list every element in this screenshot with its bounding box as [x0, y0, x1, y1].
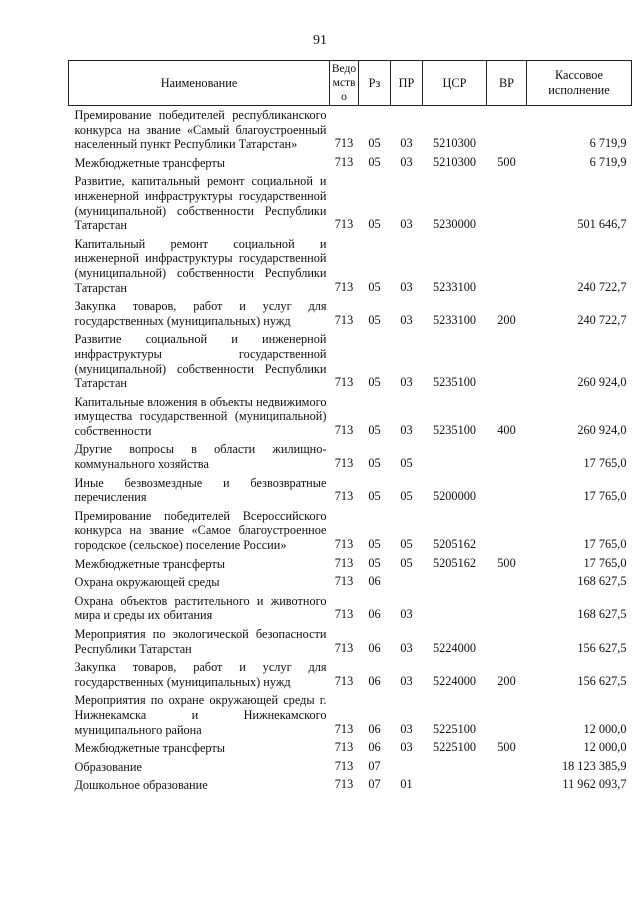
cell-pr: 03	[400, 217, 413, 232]
cell-pr: 03	[400, 422, 413, 437]
cell-pr: 05	[400, 456, 413, 471]
cell-rz: 06	[368, 673, 381, 688]
cell-name: Премирование победителей республиканского конкурса на звание «Самый благоустроенный населенный пункт Республики Татарстан»	[74, 108, 327, 152]
cell-ved: 713	[334, 673, 354, 688]
cell-pr: 05	[400, 489, 413, 504]
cell-csr	[423, 592, 487, 625]
table-row	[69, 106, 632, 154]
cell-ved: 713	[334, 555, 354, 570]
cell-ved: 713	[334, 777, 354, 792]
cell-vr	[487, 592, 527, 625]
cell-ved: 713	[334, 721, 354, 736]
table-row	[69, 172, 632, 234]
cell-vr	[487, 440, 527, 473]
table-row	[69, 297, 632, 330]
cell-name: Закупка товаров, работ и услуг для государственных (муниципальных) нужд	[74, 660, 327, 689]
cell-amount: 240 722,7	[577, 279, 627, 294]
cell-amount: 260 924,0	[577, 375, 627, 390]
cell-name: Закупка товаров, работ и услуг для государственных (муниципальных) нужд	[74, 299, 327, 328]
cell-amount: 17 765,0	[583, 555, 627, 570]
cell-rz: 06	[368, 721, 381, 736]
cell-amount: 17 765,0	[583, 489, 627, 504]
cell-rz: 07	[368, 758, 381, 773]
table-row	[69, 555, 632, 574]
table-row	[69, 573, 632, 592]
cell-ved: 713	[334, 574, 354, 589]
cell-vr	[487, 625, 527, 658]
cell-rz: 05	[368, 375, 381, 390]
table-row	[69, 393, 632, 441]
cell-ved: 713	[334, 740, 354, 755]
cell-pr: 03	[400, 154, 413, 169]
cell-name: Другие вопросы в области жилищно-коммунального хозяйства	[74, 442, 327, 472]
cell-csr	[423, 573, 487, 592]
table-row	[69, 758, 632, 777]
cell-amount: 17 765,0	[583, 537, 627, 552]
cell-amount: 168 627,5	[577, 607, 627, 622]
cell-vr	[487, 507, 527, 555]
cell-name: Мероприятия по экологической безопасности Республики Татарстан	[74, 627, 327, 656]
cell-rz: 07	[368, 777, 381, 792]
cell-csr: 5235100	[432, 375, 477, 390]
cell-rz: 05	[368, 456, 381, 471]
header-rz: Рз	[359, 61, 391, 106]
cell-vr: 500	[497, 740, 516, 755]
table-row	[69, 154, 632, 173]
cell-rz: 06	[368, 640, 381, 655]
cell-csr: 5233100	[432, 312, 477, 327]
cell-rz: 06	[368, 574, 381, 589]
cell-amount: 11 962 093,7	[562, 777, 627, 792]
page-number: 91	[313, 33, 327, 48]
cell-ved: 713	[334, 758, 354, 773]
cell-csr: 5224000	[432, 673, 477, 688]
cell-vr: 400	[497, 422, 516, 437]
header-csr: ЦСР	[423, 61, 487, 106]
cell-rz: 05	[368, 422, 381, 437]
cell-pr	[391, 573, 423, 592]
cell-amount: 6 719,9	[589, 136, 627, 151]
cell-rz: 05	[368, 217, 381, 232]
cell-csr: 5225100	[432, 721, 477, 736]
cell-pr: 03	[400, 375, 413, 390]
cell-csr	[423, 758, 487, 777]
cell-csr	[423, 440, 487, 473]
cell-pr	[391, 758, 423, 777]
cell-csr: 5235100	[432, 422, 477, 437]
cell-rz: 06	[368, 740, 381, 755]
table-row	[69, 776, 632, 795]
cell-vr	[487, 758, 527, 777]
cell-csr: 5210300	[432, 154, 477, 169]
cell-vr: 200	[497, 312, 516, 327]
header-vr: ВР	[487, 61, 527, 106]
header-amount: Кассовое исполнение	[527, 61, 632, 106]
table-row	[69, 440, 632, 473]
table-row	[69, 625, 632, 658]
cell-pr: 03	[400, 721, 413, 736]
cell-pr: 03	[400, 640, 413, 655]
cell-amount: 18 123 385,9	[561, 758, 627, 773]
cell-vr	[487, 235, 527, 297]
cell-csr: 5224000	[432, 640, 477, 655]
cell-csr: 5225100	[432, 740, 477, 755]
cell-csr: 5205162	[432, 537, 477, 552]
header-pr: ПР	[391, 61, 423, 106]
cell-amount: 6 719,9	[589, 154, 627, 169]
cell-ved: 713	[334, 154, 354, 169]
cell-rz: 05	[368, 136, 381, 151]
table-row	[69, 474, 632, 507]
cell-rz: 05	[368, 312, 381, 327]
cell-pr: 01	[400, 777, 413, 792]
cell-amount: 12 000,0	[583, 740, 627, 755]
cell-pr: 03	[400, 607, 413, 622]
cell-ved: 713	[334, 312, 354, 327]
cell-vr	[487, 474, 527, 507]
cell-csr: 5230000	[432, 217, 477, 232]
cell-ved: 713	[334, 217, 354, 232]
cell-rz: 05	[368, 555, 381, 570]
header-ved: Ведомство	[330, 61, 359, 106]
cell-amount: 156 627,5	[577, 673, 627, 688]
cell-amount: 17 765,0	[583, 456, 627, 471]
cell-name: Развитие, капитальный ремонт социальной и инженерной инфраструктуры государственной (муниципальной) собственности Республики Татарстан	[74, 174, 327, 233]
cell-name: Межбюджетные трансферты	[74, 741, 226, 756]
cell-name: Мероприятия по охране окружающей среды г. Нижнекамска и Нижнекамского муниципального района	[74, 693, 327, 737]
cell-pr: 03	[400, 673, 413, 688]
table-row	[69, 691, 632, 739]
cell-csr: 5233100	[432, 279, 477, 294]
cell-rz: 05	[368, 537, 381, 552]
cell-rz: 06	[368, 607, 381, 622]
cell-vr: 200	[497, 673, 516, 688]
cell-pr: 03	[400, 312, 413, 327]
cell-amount: 156 627,5	[577, 640, 627, 655]
cell-vr: 500	[497, 154, 516, 169]
cell-name: Межбюджетные трансферты	[74, 556, 226, 571]
table-body	[69, 106, 632, 795]
table-row	[69, 739, 632, 758]
cell-csr: 5210300	[432, 136, 477, 151]
cell-csr: 5200000	[432, 489, 477, 504]
cell-name: Капитальный ремонт социальной и инженерной инфраструктуры государственной (муниципальной) собственности Республики Татарстан	[74, 236, 327, 295]
cell-name: Охрана окружающей среды	[74, 575, 220, 590]
cell-ved: 713	[334, 422, 354, 437]
cell-name: Премирование победителей Всероссийского конкурса на звание «Самое благоустроенное городское (сельское) поселение России»	[74, 508, 327, 553]
cell-amount: 260 924,0	[577, 422, 627, 437]
cell-csr	[423, 776, 487, 795]
table-row	[69, 658, 632, 691]
cell-pr: 03	[400, 279, 413, 294]
cell-amount: 240 722,7	[577, 312, 627, 327]
table-header-row	[69, 61, 632, 106]
cell-rz: 05	[368, 279, 381, 294]
cell-ved: 713	[334, 537, 354, 552]
cell-ved: 713	[334, 489, 354, 504]
cell-ved: 713	[334, 456, 354, 471]
cell-amount: 501 646,7	[577, 217, 627, 232]
cell-pr: 05	[400, 555, 413, 570]
cell-amount: 168 627,5	[577, 574, 627, 589]
cell-vr	[487, 172, 527, 234]
cell-ved: 713	[334, 279, 354, 294]
table-row	[69, 592, 632, 625]
cell-vr	[487, 691, 527, 739]
cell-ved: 713	[334, 607, 354, 622]
cell-name: Охрана объектов растительного и животного мира и среды их обитания	[74, 593, 327, 623]
cell-amount: 12 000,0	[583, 721, 627, 736]
cell-name: Капитальные вложения в объекты недвижимого имущества государственной (муниципальной) собственности	[74, 394, 327, 438]
cell-name: Образование	[74, 759, 142, 774]
cell-rz: 05	[368, 154, 381, 169]
cell-csr: 5205162	[432, 555, 477, 570]
header-name: Наименование	[69, 61, 330, 106]
cell-name: Иные безвозмездные и безвозвратные перечисления	[74, 475, 327, 505]
cell-vr: 500	[497, 555, 516, 570]
table-row	[69, 235, 632, 297]
cell-name: Развитие социальной и инженерной инфраструктуры государственной (муниципальной) собственности Республики Татарстан	[74, 332, 327, 391]
cell-ved: 713	[334, 136, 354, 151]
cell-pr: 05	[400, 537, 413, 552]
budget-table	[68, 60, 632, 795]
cell-vr	[487, 330, 527, 392]
cell-vr	[487, 106, 527, 154]
cell-rz: 05	[368, 489, 381, 504]
table-row	[69, 330, 632, 392]
cell-ved: 713	[334, 375, 354, 390]
cell-name: Дошкольное образование	[74, 778, 208, 793]
cell-vr	[487, 776, 527, 795]
cell-ved: 713	[334, 640, 354, 655]
table-row	[69, 507, 632, 555]
cell-name: Межбюджетные трансферты	[74, 155, 226, 170]
cell-pr: 03	[400, 740, 413, 755]
cell-pr: 03	[400, 136, 413, 151]
cell-vr	[487, 573, 527, 592]
